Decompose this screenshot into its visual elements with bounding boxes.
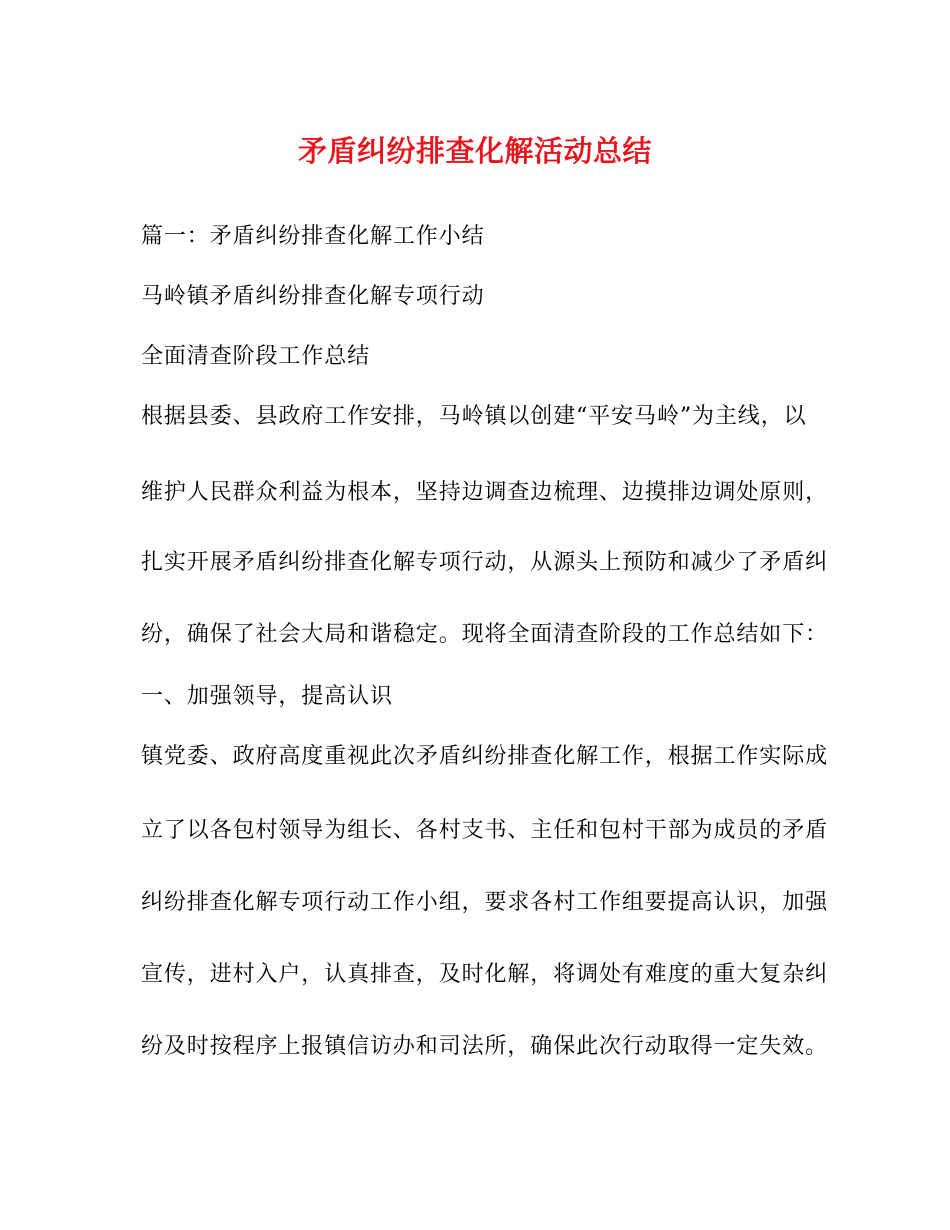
subheading-line: 马岭镇矛盾纠纷排查化解专项行动 bbox=[141, 284, 485, 309]
paragraph-line: 宣传，进村入户，认真排查，及时化解，将调处有难度的重大复杂纠 bbox=[141, 962, 829, 987]
section-heading: 一、加强领导，提高认识 bbox=[141, 684, 393, 709]
paragraph-line: 维护人民群众利益为根本，坚持边调查边梳理、边摸排边调处原则， bbox=[141, 480, 829, 505]
paragraph-line: 镇党委、政府高度重视此次矛盾纠纷排查化解工作，根据工作实际成 bbox=[141, 744, 829, 769]
paragraph-line: 纷及时按程序上报镇信访办和司法所，确保此次行动取得一定失效。 bbox=[141, 1034, 829, 1059]
paragraph-line: 纷，确保了社会大局和谐稳定。现将全面清查阶段的工作总结如下： bbox=[141, 622, 829, 647]
subheading-line: 全面清查阶段工作总结 bbox=[141, 344, 371, 369]
paragraph-line: 根据县委、县政府工作安排，马岭镇以创建“平安马岭”为主线，以 bbox=[141, 404, 807, 429]
paragraph-line: 立了以各包村领导为组长、各村支书、主任和包村干部为成员的矛盾 bbox=[141, 818, 829, 843]
paragraph-line: 扎实开展矛盾纠纷排查化解专项行动，从源头上预防和减少了矛盾纠 bbox=[141, 550, 829, 575]
paragraph-line: 纠纷排查化解专项行动工作小组，要求各村工作组要提高认识，加强 bbox=[141, 890, 829, 915]
document-title: 矛盾纠纷排查化解活动总结 bbox=[297, 134, 652, 168]
section-heading: 篇一：矛盾纠纷排查化解工作小结 bbox=[141, 224, 485, 249]
